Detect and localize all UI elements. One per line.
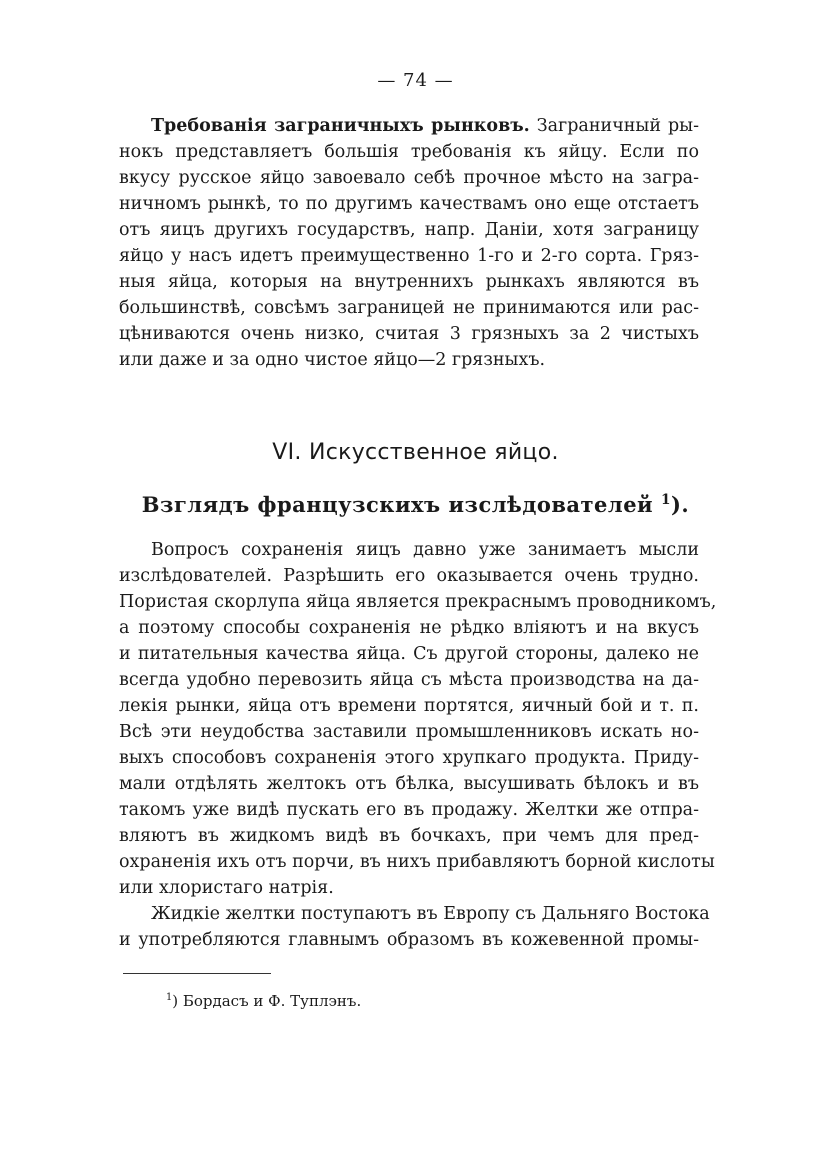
paragraph-1-line: яйцо у насъ идетъ преимущественно 1-го и 2-го сорта. Гряз- <box>119 246 699 266</box>
paragraph-1-line: ничномъ рынкѣ, то по другимъ качествамъ оно еще отстаетъ <box>119 194 699 214</box>
subheading <box>0 492 831 517</box>
paragraph-2-line: всегда удобно перевозить яйца съ мѣста производства на да- <box>119 670 699 690</box>
footnote <box>166 992 361 1010</box>
paragraph-3-line: Жидкіе желтки поступаютъ въ Европу съ Дальняго Востока <box>151 904 710 924</box>
paragraph-lead-heading: Требованія заграничныхъ рынковъ. <box>151 116 530 136</box>
section-heading: VI. Искусственное яйцо. <box>272 440 559 465</box>
paragraph-1-line: большинствѣ, совсѣмъ заграницей не принимаются или рас- <box>119 298 699 318</box>
footnote-marker: 1 <box>166 992 173 1003</box>
footnote-divider <box>123 973 271 974</box>
footnote-text: ) Бордасъ и Ф. Туплэнъ. <box>172 992 362 1010</box>
paragraph-1-first-line-text: Заграничный ры- <box>536 116 699 136</box>
paragraph-2-line: выхъ способовъ сохраненія этого хрупкаго продукта. Приду- <box>119 748 699 768</box>
paragraph-2-line: такомъ уже видѣ пускать его въ продажу. Желтки же отпра- <box>119 800 699 820</box>
paragraph-1-first-line <box>151 116 699 136</box>
paragraph-2-line: лекія рынки, яйца отъ времени портятся, яичный бой и т. п. <box>119 696 699 716</box>
subheading-text: Взглядъ французскихъ изслѣдователей <box>141 492 654 517</box>
paragraph-1-line: отъ яицъ другихъ государствъ, напр. Даніи, хотя заграницу <box>119 220 699 240</box>
paragraph-2-line: Пористая скорлупа яйца является прекраснымъ проводникомъ, <box>119 592 717 612</box>
page-number: — 74 — <box>377 70 454 91</box>
paragraph-1-line: нокъ представляетъ большія требованія къ яйцу. Если по <box>119 142 699 162</box>
paragraph-2-line: вляютъ въ жидкомъ видѣ въ бочкахъ, при чемъ для пред- <box>119 826 699 846</box>
paragraph-2-line: Всѣ эти неудобства заставили промышленниковъ искать но- <box>119 722 699 742</box>
paragraph-2-line: мали отдѣлять желтокъ отъ бѣлка, высушивать бѣлокъ и въ <box>119 774 699 794</box>
paragraph-1-line: вкусу русское яйцо завоевало себѣ прочное мѣсто на загра- <box>119 168 699 188</box>
paragraph-2-line: а поэтому способы сохраненія не рѣдко вліяютъ и на вкусъ <box>119 618 699 638</box>
paragraph-1-line: ныя яйца, которыя на внутреннихъ рынкахъ являются въ <box>119 272 699 292</box>
paragraph-3-line: и употребляются главнымъ образомъ въ кожевенной промы- <box>119 930 699 950</box>
paragraph-2-line: охраненія ихъ отъ порчи, въ нихъ прибавляютъ борной кислоты <box>119 852 715 872</box>
paragraph-2-line: Вопросъ сохраненія яицъ давно уже занимаетъ мысли <box>151 540 699 560</box>
footnote-ref: 1 <box>660 492 671 508</box>
paragraph-1-line: или даже и за одно чистое яйцо—2 грязныхъ. <box>119 350 546 370</box>
paragraph-2-line: изслѣдователей. Разрѣшить его оказывается очень трудно. <box>119 566 699 586</box>
subheading-close: ). <box>670 492 690 517</box>
paragraph-1-line: цѣниваются очень низко, считая 3 грязныхъ за 2 чистыхъ <box>119 324 699 344</box>
paragraph-2-line: и питательныя качества яйца. Съ другой стороны, далеко не <box>119 644 699 664</box>
paragraph-2-line: или хлористаго натрія. <box>119 878 334 898</box>
